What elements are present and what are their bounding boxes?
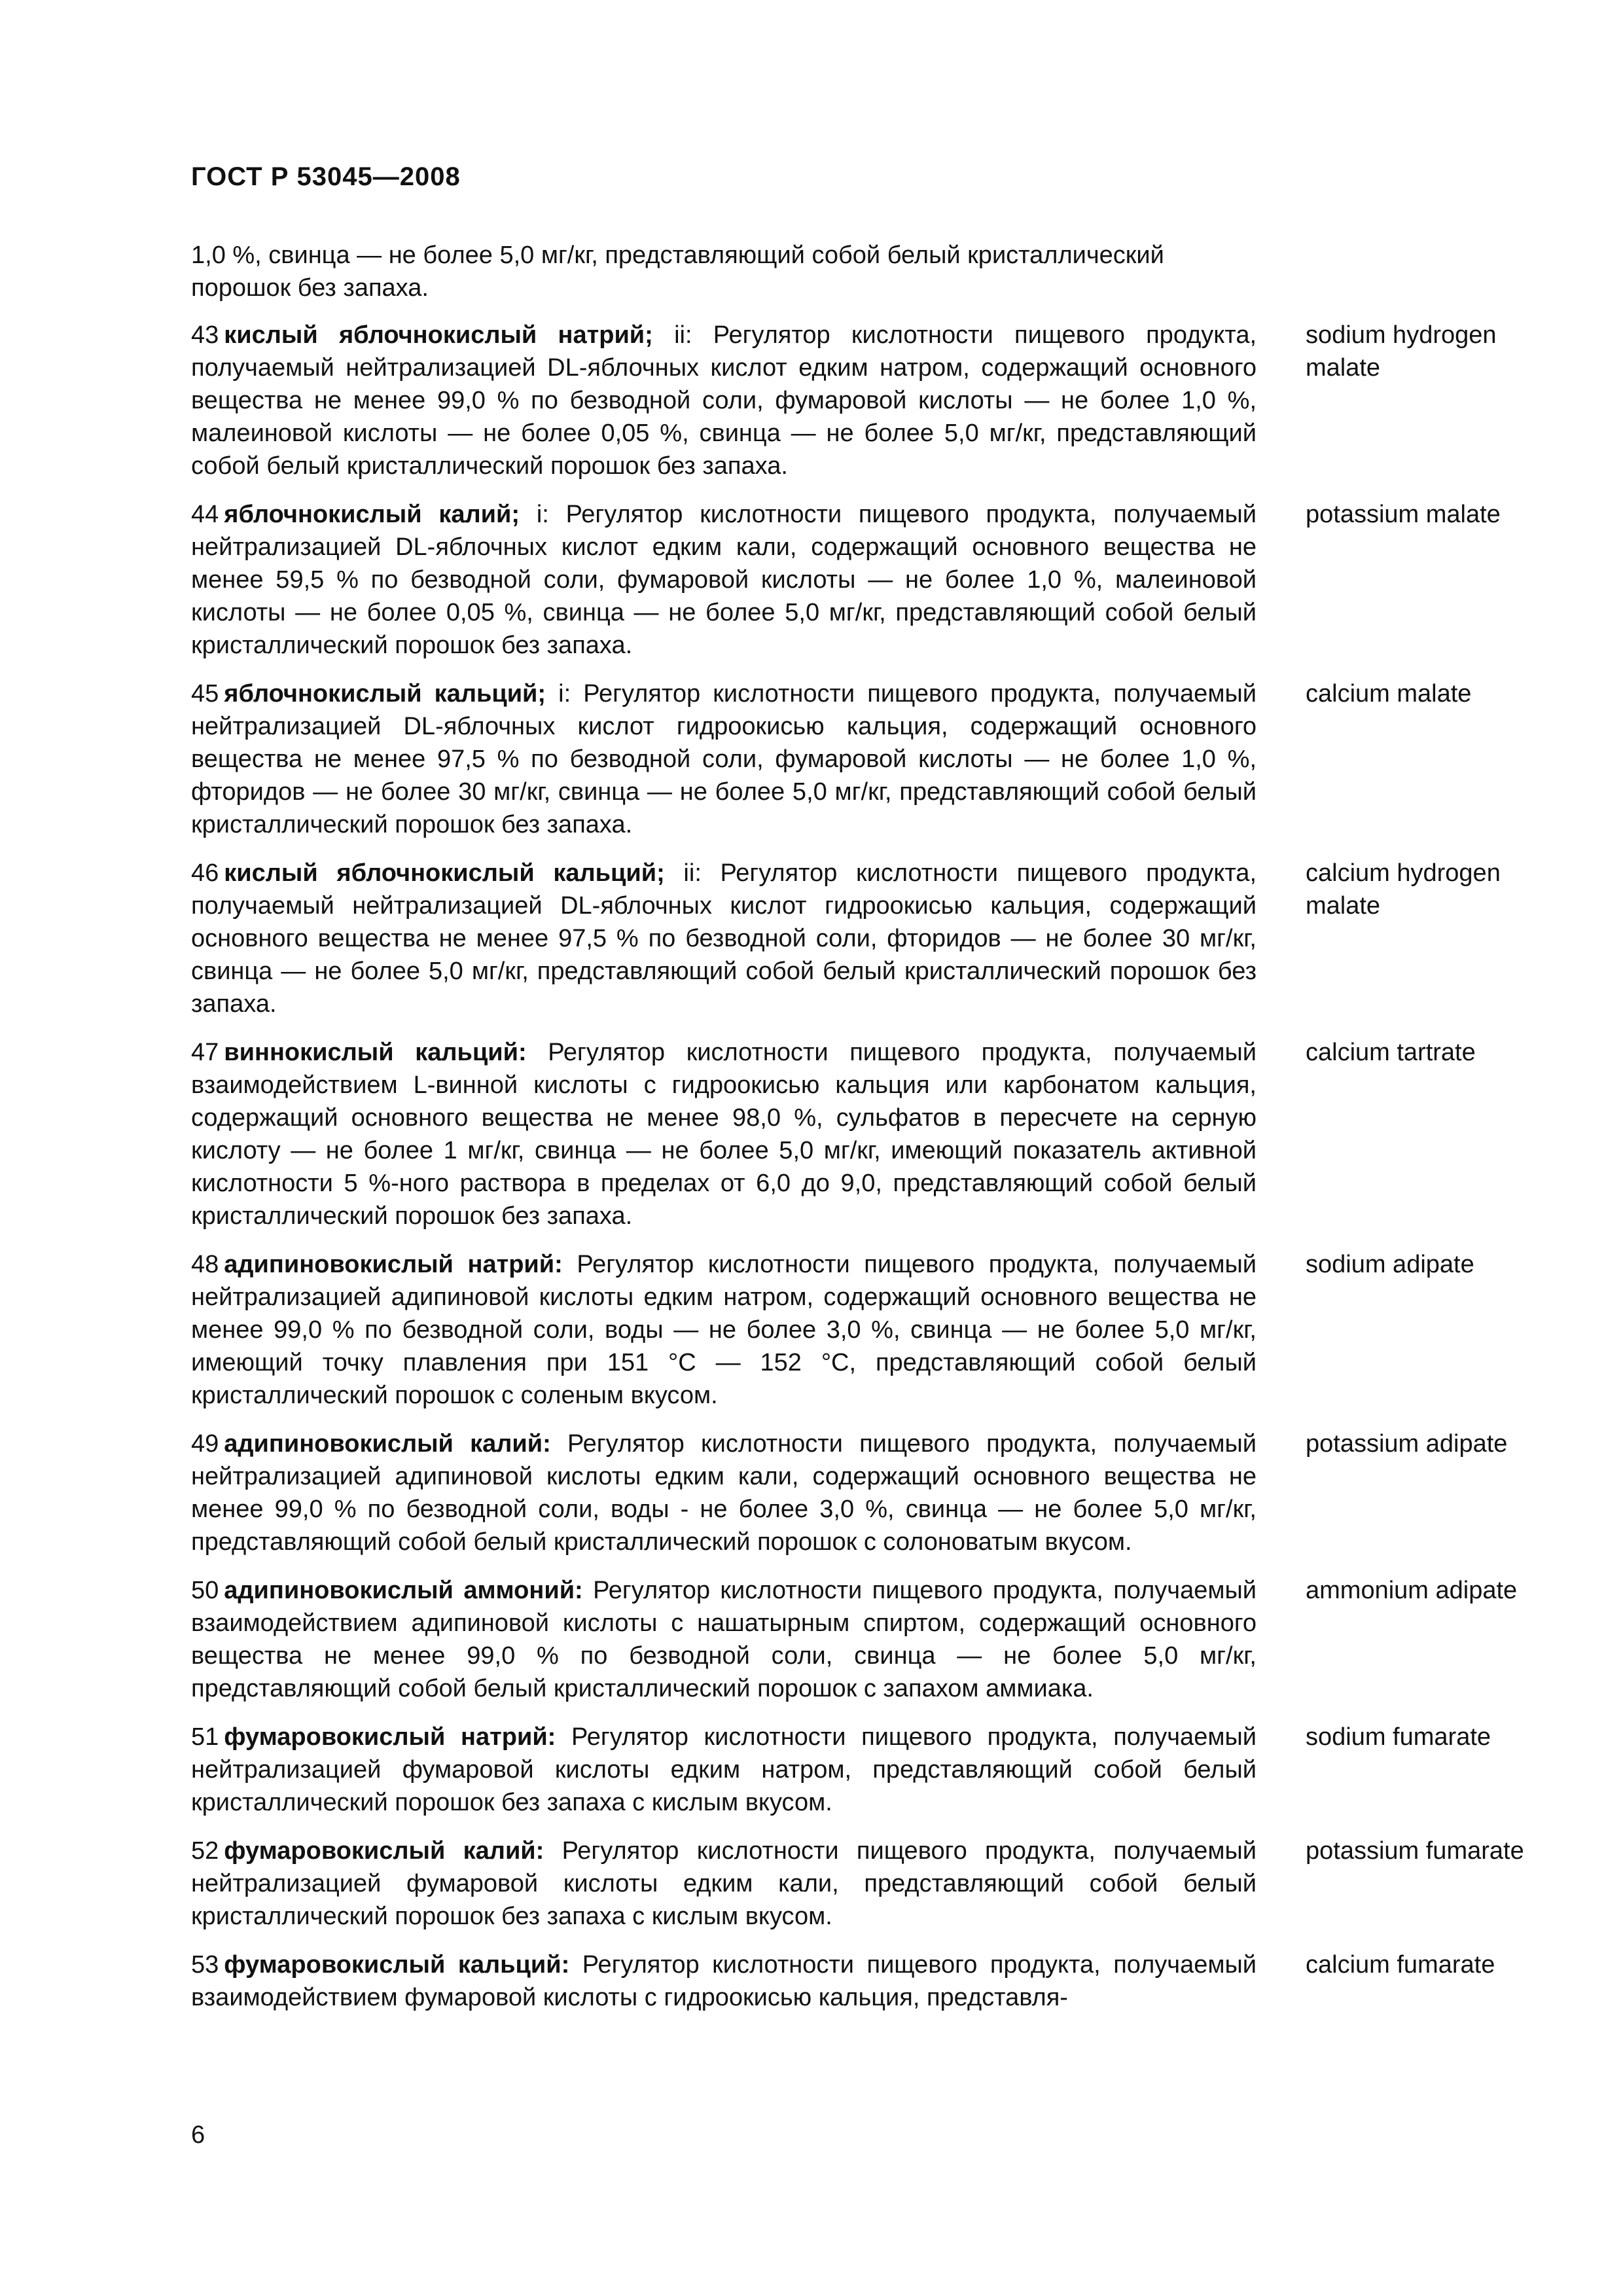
entry-definition [191, 1574, 1257, 1705]
entry-class-mark: i: [546, 680, 571, 708]
page-header: ГОСТ Р 53045—2008 [191, 162, 461, 191]
english-equivalent: calcium fumarate [1306, 1951, 1495, 1979]
entry-term-name: фумаровокислый кальций: [224, 1951, 570, 1979]
entry-number: 45 [191, 680, 219, 708]
english-equivalent: potassium fumarate [1306, 1837, 1524, 1865]
entry-number: 43 [191, 321, 219, 349]
entry-definition [191, 1036, 1257, 1232]
entry-description: Регулятор кислотности пищевого продукта, получаемый нейтрализацией фумаровой кислоты едким кали, представляющий собой белый кристаллический порошок без запаха с кислым вкусом. [191, 1837, 1257, 1930]
entry-number: 44 [191, 501, 219, 528]
entry-class-mark: i: [520, 501, 549, 528]
entry-description: Регулятор кислотности пищевого продукта, получаемый нейтрализацией DL-яблочных кислот гидроокисью кальция, содержащий основного вещества не менее 97,5 % по безводной соли, фторидов — не более 30 мг/кг, свинца — не более 5,0 мг/кг, представляющий собой белый кристаллический порошок без запаха. [191, 859, 1257, 1018]
entry-number: 46 [191, 859, 219, 887]
continuation-text: 1,0 %, свинца — не более 5,0 мг/кг, представляющий собой белый кристаллический порошок без запаха. [191, 242, 1164, 302]
english-equivalent: sodium fumarate [1306, 1723, 1491, 1751]
entry-number: 49 [191, 1430, 219, 1458]
entry-definition [191, 319, 1257, 482]
entry-description: Регулятор кислотности пищевого продукта, получаемый нейтрализацией DL-яблочных кислот едким натром, содержащий основного вещества не менее 99,0 % по безводной соли, фумаровой кислоты — не более 1,0 %, малеиновой кислоты — не более 0,05 %, свинца — не более 5,0 мг/кг, представляющий собой белый кристаллический порошок без запаха. [191, 321, 1257, 480]
entry-term-name: адипиновокислый аммоний: [224, 1577, 583, 1604]
english-equivalent: potassium adipate [1306, 1430, 1508, 1458]
entry-number: 50 [191, 1577, 219, 1604]
term-entry [191, 677, 1526, 841]
entry-term-name: кислый яблочнокислый натрий; [224, 321, 653, 349]
entry-definition [191, 1948, 1257, 2014]
english-equivalent: potassium malate [1306, 501, 1501, 528]
entry-definition [191, 857, 1257, 1020]
entry-term-name: фумаровокислый калий: [224, 1837, 544, 1865]
entry-description: Регулятор кислотности пищевого продукта, получаемый нейтрализацией адипиновой кислоты едким кали, содержащий основного вещества не менее 99,0 % по безводной соли, воды - не более 3,0 %, свинца — не более 5,0 мг/кг, представляющий собой белый кристаллический порошок с солоноватым вкусом. [191, 1430, 1257, 1556]
entry-term-name: яблочнокислый калий; [224, 501, 520, 528]
entry-number: 53 [191, 1951, 219, 1979]
entry-term-name: адипиновокислый натрий: [224, 1251, 563, 1278]
entry-term-name: виннокислый кальций: [224, 1039, 527, 1066]
term-entry [191, 498, 1526, 662]
english-equivalent: sodium adipate [1306, 1251, 1474, 1278]
english-equivalent: calcium hydrogen malate [1306, 859, 1501, 920]
entry-description: Регулятор кислотности пищевого продукта, получаемый взаимодействием адипиновой кислоты с нашатырным спиртом, содержащий основного вещества не менее 99,0 % по безводной соли, свинца — не более 5,0 мг/кг, представляющий собой белый кристаллический порошок с запахом аммиака. [191, 1577, 1257, 1702]
entry-definition [191, 498, 1257, 662]
page-number: 6 [191, 2121, 205, 2149]
entry-number: 51 [191, 1723, 219, 1751]
entry-number: 52 [191, 1837, 219, 1865]
entry-description: Регулятор кислотности пищевого продукта, получаемый нейтрализацией DL-яблочных кислот едким кали, содержащий основного вещества не менее 59,5 % по безводной соли, фумаровой кислоты — не более 1,0 %, малеиновой кислоты — не более 0,05 %, свинца — не более 5,0 мг/кг, представляющий собой белый кристаллический порошок без запаха. [191, 501, 1257, 659]
english-equivalent: calcium malate [1306, 680, 1472, 708]
entry-number: 48 [191, 1251, 219, 1278]
english-equivalent: calcium tartrate [1306, 1039, 1476, 1066]
entry-term-name: адипиновокислый калий: [224, 1430, 551, 1458]
entry-definition [191, 1835, 1257, 1933]
term-entry [191, 857, 1526, 1020]
term-entry [191, 1248, 1526, 1412]
term-entry [191, 1835, 1526, 1933]
entry-description: Регулятор кислотности пищевого продукта, получаемый нейтрализацией фумаровой кислоты едким натром, представляющий собой белый кристаллический порошок без запаха с кислым вкусом. [191, 1723, 1257, 1816]
entry-class-mark: ii: [664, 859, 702, 887]
entry-class-mark: ii: [652, 321, 692, 349]
entry-description: Регулятор кислотности пищевого продукта, получаемый нейтрализацией адипиновой кислоты едким натром, содержащий основного вещества не менее 99,0 % по безводной соли, воды — не более 3,0 %, свинца — не более 5,0 мг/кг, имеющий точку плавления при 151 °С — 152 °С, представляющий собой белый кристаллический порошок с соленым вкусом. [191, 1251, 1257, 1409]
entry-definition [191, 1721, 1257, 1819]
entry-term-name: фумаровокислый натрий: [224, 1723, 556, 1751]
entry-definition [191, 1427, 1257, 1558]
entry-number: 47 [191, 1039, 219, 1066]
entry-definition [191, 677, 1257, 841]
document-body [191, 239, 1526, 2030]
entry-description: Регулятор кислотности пищевого продукта, получаемый взаимодействием L-винной кислоты с гидроокисью кальция или карбонатом кальция, содержащий основного вещества не менее 98,0 %, сульфатов в пересчете на серную кислоту — не более 1 мг/кг, свинца — не более 5,0 мг/кг, имеющий показатель активной кислотности 5 %-ного раствора в пределах от 6,0 до 9,0, представляющий собой белый кристаллический порошок без запаха. [191, 1039, 1257, 1230]
term-entry [191, 1574, 1526, 1705]
term-entry [191, 319, 1526, 482]
entry-list [191, 319, 1526, 2014]
entry-definition [191, 1248, 1257, 1412]
entry-description: Регулятор кислотности пищевого продукта, получаемый нейтрализацией DL-яблочных кислот гидроокисью кальция, содержащий основного вещества не менее 97,5 % по безводной соли, фумаровой кислоты — не более 1,0 %, фторидов — не более 30 мг/кг, свинца — не более 5,0 мг/кг, представляющий собой белый кристаллический порошок без запаха. [191, 680, 1257, 838]
entry-description: Регулятор кислотности пищевого продукта, получаемый взаимодействием фумаровой кислоты с гидроокисью кальция, представля- [191, 1951, 1257, 2011]
english-equivalent: sodium hydrogen malate [1306, 321, 1497, 382]
english-equivalent: ammonium adipate [1306, 1577, 1518, 1604]
entry-term-name: яблочнокислый кальций; [224, 680, 546, 708]
term-entry [191, 1721, 1526, 1819]
term-entry [191, 1948, 1526, 2014]
entry-term-name: кислый яблочнокислый кальций; [224, 859, 665, 887]
term-entry [191, 1036, 1526, 1232]
term-entry [191, 1427, 1526, 1558]
